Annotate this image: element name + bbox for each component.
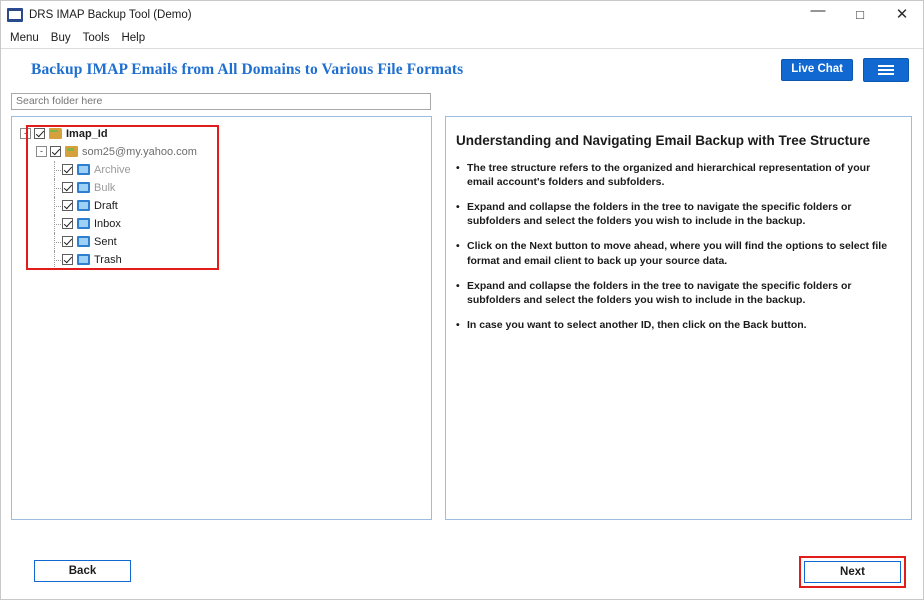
live-chat-button[interactable]: Live Chat xyxy=(781,59,853,82)
maximize-icon: □ xyxy=(856,7,864,22)
tree-node-sent[interactable] xyxy=(20,233,431,251)
close-icon: ✕ xyxy=(895,6,909,23)
close-button[interactable] xyxy=(881,1,923,28)
search-input[interactable] xyxy=(11,93,431,110)
tree-node-archive[interactable] xyxy=(20,161,431,179)
info-bullet: • The tree structure refers to the organized and hierarchical representation of your email account's folders and subfolders. xyxy=(456,161,895,189)
tree-node-checkbox[interactable] xyxy=(62,200,73,211)
search-row xyxy=(1,91,923,110)
main-content xyxy=(1,116,923,548)
back-button[interactable]: Back xyxy=(34,560,131,582)
title-bar xyxy=(1,1,923,29)
info-bullet: • Click on the Next button to move ahead, where you will find the options to select file format and email client to back up your source data. xyxy=(456,239,895,267)
info-panel-title: Understanding and Navigating Email Backup with Tree Structure xyxy=(456,132,871,148)
menu-item-help[interactable]: Help xyxy=(121,32,146,44)
tree-node-draft[interactable] xyxy=(20,197,431,215)
tree-node-account[interactable] xyxy=(20,143,431,161)
info-bullet: • Expand and collapse the folders in the tree to navigate the specific folders or subfolders and select the folders you wish to include in the backup. xyxy=(456,200,895,228)
tree-branch-line xyxy=(50,233,62,251)
tree-node-checkbox[interactable] xyxy=(34,128,45,139)
folder-icon xyxy=(77,182,90,193)
tree-node-label: som25@my.yahoo.com xyxy=(82,145,197,158)
tree-branch-line xyxy=(50,161,62,179)
root-account-icon xyxy=(49,128,62,139)
expand-collapse-icon[interactable]: - xyxy=(36,146,47,157)
window-controls xyxy=(797,1,923,28)
tree-node-label: Archive xyxy=(94,163,131,176)
menu-item-tools[interactable]: Tools xyxy=(82,32,110,44)
info-bullet: • Expand and collapse the folders in the tree to navigate the specific folders or subfolders and select the folders you wish to include in the backup. xyxy=(456,279,895,307)
tree-branch-line xyxy=(50,215,62,233)
header-band xyxy=(1,49,923,91)
maximize-button[interactable] xyxy=(839,1,881,28)
tree-branch-line xyxy=(50,251,62,269)
menu-item-menu[interactable]: Menu xyxy=(10,32,39,44)
next-button-highlight xyxy=(799,556,906,588)
info-panel xyxy=(445,116,912,520)
tree-node-label: Imap_Id xyxy=(66,127,108,140)
tree-node-label: Bulk xyxy=(94,181,116,194)
menu-bar xyxy=(1,29,923,49)
next-button[interactable]: Next xyxy=(804,561,901,583)
app-window-icon xyxy=(7,8,23,22)
tree-node-checkbox[interactable] xyxy=(62,182,73,193)
folder-icon xyxy=(77,254,90,265)
tree-node-label: Sent xyxy=(94,235,117,248)
tree-node-imap-id[interactable] xyxy=(20,125,431,143)
folder-tree-panel[interactable] xyxy=(11,116,432,520)
tree-branch-line xyxy=(50,179,62,197)
tree-node-label: Inbox xyxy=(94,217,121,230)
info-bullet: • In case you want to select another ID, then click on the Back button. xyxy=(456,318,895,332)
hamburger-bar xyxy=(878,69,894,71)
tree-node-trash[interactable] xyxy=(20,251,431,269)
hamburger-icon[interactable] xyxy=(863,58,909,82)
tree-node-label: Trash xyxy=(94,253,122,266)
tree-node-checkbox[interactable] xyxy=(62,236,73,247)
user-account-icon xyxy=(65,146,78,157)
tree-node-bulk[interactable] xyxy=(20,179,431,197)
tree-node-checkbox[interactable] xyxy=(62,254,73,265)
tree-node-checkbox[interactable] xyxy=(62,218,73,229)
tree-node-inbox[interactable] xyxy=(20,215,431,233)
tree-branch-line xyxy=(50,197,62,215)
tree-node-checkbox[interactable] xyxy=(62,164,73,175)
folder-icon xyxy=(77,164,90,175)
folder-icon xyxy=(77,218,90,229)
menu-item-buy[interactable]: Buy xyxy=(50,32,71,44)
expand-collapse-icon[interactable]: - xyxy=(20,128,31,139)
page-title: Backup IMAP Emails from All Domains to Various File Formats xyxy=(31,61,464,78)
folder-icon xyxy=(77,200,90,211)
header-actions xyxy=(781,58,909,82)
footer-bar xyxy=(1,548,923,602)
window-title: DRS IMAP Backup Tool (Demo) xyxy=(29,8,192,21)
hamburger-bar xyxy=(878,73,894,75)
folder-icon xyxy=(77,236,90,247)
minimize-icon: — xyxy=(810,2,826,19)
tree-node-label: Draft xyxy=(94,199,118,212)
tree-node-checkbox[interactable] xyxy=(50,146,61,157)
folder-tree xyxy=(12,117,431,269)
minimize-button[interactable] xyxy=(797,1,839,28)
hamburger-bar xyxy=(878,65,894,67)
